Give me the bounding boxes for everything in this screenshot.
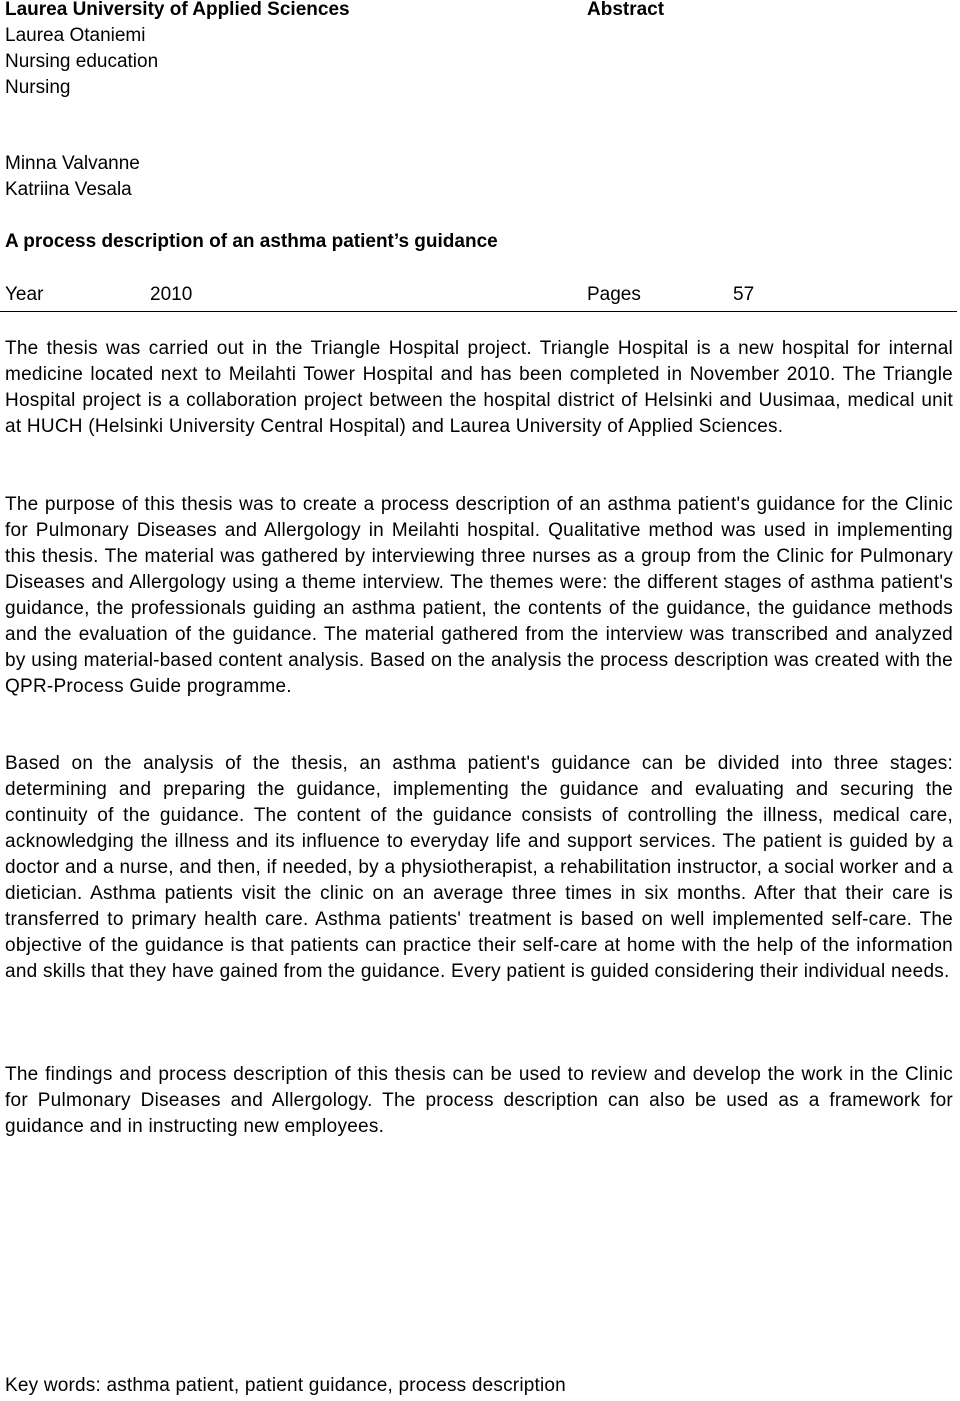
abstract-paragraph: Based on the analysis of the thesis, an asthma patient's guidance can be divided into three stages: determining and preparing the guidance, implementing the guidance and evaluating and securing the continuity of the guidance. The content of the guidance consists of controlling the illness, medical care, acknowledging the illness and its influence to everyday life and support services. The patient is guided by a doctor and a nurse, and then, if needed, by a physiotherapist, a rehabilitation instructor, a social worker and a dietician. Asthma patients visit the clinic on an average three times in six months. After that their care is transferred to primary health care. Asthma patients' treatment is based on well implemented self-care. The objective of the guidance is that patients can practice their self-care at home with the help of the information and skills that they have gained from the guidance. Every patient is guided considering their individual needs.: [5, 753, 953, 982]
thesis-title: A process description of an asthma patient’s guidance: [5, 231, 498, 252]
institution-name: Laurea University of Applied Sciences: [5, 0, 350, 20]
author-name: Katriina Vesala: [5, 179, 132, 200]
campus-name: Laurea Otaniemi: [5, 25, 146, 46]
abstract-paragraph: The thesis was carried out in the Triangle Hospital project. Triangle Hospital is a new hospital for internal medicine located next to Meilahti Tower Hospital and has been completed in November 2010. The Triangle Hospital project is a collaboration project between the hospital district of Helsinki and Uusimaa, medical unit at HUCH (Helsinki University Central Hospital) and Laurea University of Applied Sciences.: [5, 338, 953, 437]
year-label: Year: [5, 284, 44, 305]
keywords-line: Key words: asthma patient, patient guidance, process description: [5, 1375, 566, 1396]
pages-label: Pages: [587, 284, 641, 305]
degree-programme: Nursing education: [5, 51, 159, 72]
document-type-label: Abstract: [587, 0, 665, 20]
divider-line: [0, 311, 957, 312]
institution-block: [5, 0, 565, 101]
abstract-paragraph: The purpose of this thesis was to create a process description of an asthma patient's guidance for the Clinic for Pulmonary Diseases and Allergology in Meilahti hospital. Qualitative method was used in implementing this thesis. The material was gathered by interviewing three nurses as a group from the Clinic for Pulmonary Diseases and Allergology using a theme interview. The themes were: the different stages of asthma patient's guidance, the professionals guiding an asthma patient, the contents of the guidance, the guidance methods and the evaluation of the guidance. The material gathered from the interview was transcribed and analyzed by using material-based content analysis. Based on the analysis the process description was created with the QPR-Process Guide programme.: [5, 494, 953, 697]
authors-block: [5, 151, 140, 203]
year-value: 2010: [150, 284, 193, 305]
author-name: Minna Valvanne: [5, 153, 140, 174]
field-of-study: Nursing: [5, 77, 71, 98]
abstract-paragraph: The findings and process description of this thesis can be used to review and develop the work in the Clinic for Pulmonary Diseases and Allergology. The process description can also be used as a framework for guidance and in instructing new employees.: [5, 1064, 953, 1137]
pages-value: 57: [733, 284, 755, 305]
